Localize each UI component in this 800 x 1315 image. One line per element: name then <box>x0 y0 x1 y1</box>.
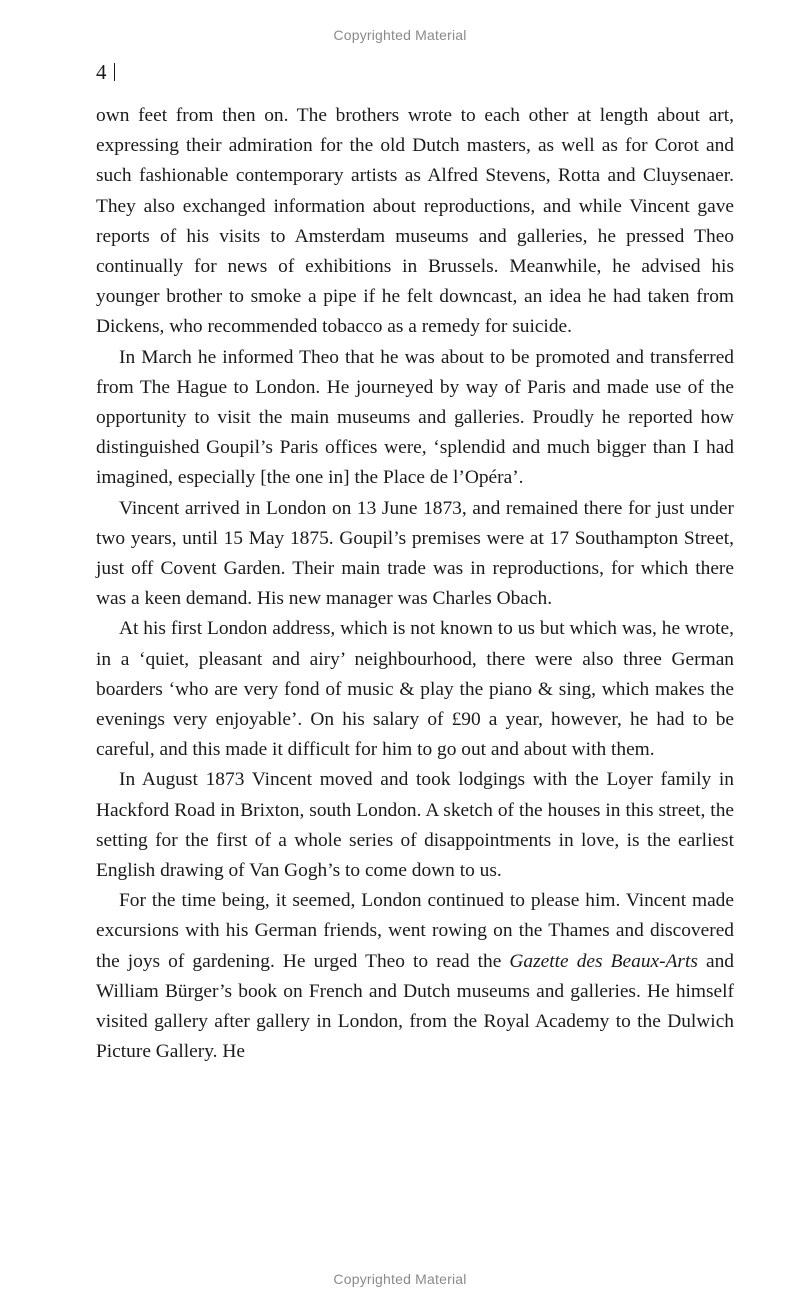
paragraph-6-text-start: For the time being, it seemed, London continued to please him. Vincent made excursions with his German friends, went rowing on the Thames and discovered the joys of gardening. He urged Theo to read the <box>96 890 734 972</box>
page-number <box>96 59 115 85</box>
paragraph-6-text-end: and William Bürger’s book on French and Dutch museums and galleries. He himself visited gallery after gallery in London, from the Royal Academy to the Dulwich Picture Gallery. He <box>96 950 734 1063</box>
copyright-notice-top: Copyrighted Material <box>333 27 467 43</box>
body-text <box>96 101 734 1068</box>
paragraph-6 <box>96 886 734 1067</box>
paragraph-2: In March he informed Theo that he was about to be promoted and transferred from The Hague to London. He journeyed by way of Paris and made use of the opportunity to visit the main museums and galleries. Proudly he reported how distinguished Goupil’s Paris offices were, ‘splendid and much bigger than I had imagined, especially [the one in] the Place de l’Opéra’. <box>96 346 734 489</box>
paragraph-1: own feet from then on. The brothers wrote to each other at length about art, expressing their admiration for the old Dutch masters, as well as for Corot and such fashionable contemporary artists as Alfred Stevens, Rotta and Cluysenaer. They also exchanged information about reproductions, and while Vincent gave reports of his visits to Amsterdam museums and galleries, he pressed Theo continually for news of exhibitions in Brussels. Meanwhile, he advised his younger brother to smoke a pipe if he felt downcast, an idea he had taken from Dickens, who recommended tobacco as a remedy for suicide. <box>96 105 734 338</box>
paragraph-3: Vincent arrived in London on 13 June 1873, and remained there for just under two years, until 15 May 1875. Goupil’s premises were at 17 Southampton Street, just off Covent Garden. Their main trade was in reproductions, for which there was a keen demand. His new manager was Charles Obach. <box>96 497 734 610</box>
paragraph-4: At his first London address, which is not known to us but which was, he wrote, in a ‘quiet, pleasant and airy’ neighbourhood, there were also three German boarders ‘who are very fond of music & play the piano & sing, which makes the evenings very enjoyable’. On his salary of £90 a year, however, he had to be careful, and this made it difficult for him to go out and about with them. <box>96 618 734 761</box>
book-title-gazette: Gazette des Beaux-Arts <box>509 950 698 972</box>
paragraph-5: In August 1873 Vincent moved and took lodgings with the Loyer family in Hackford Road in Brixton, south London. A sketch of the houses in this street, the setting for the first of a whole series of disappointments in love, is the earliest English drawing of Van Gogh’s to come down to us. <box>96 769 734 882</box>
copyright-notice-bottom: Copyrighted Material <box>333 1271 467 1287</box>
page-number-value: 4 <box>96 60 107 84</box>
page-number-rule <box>114 63 116 81</box>
